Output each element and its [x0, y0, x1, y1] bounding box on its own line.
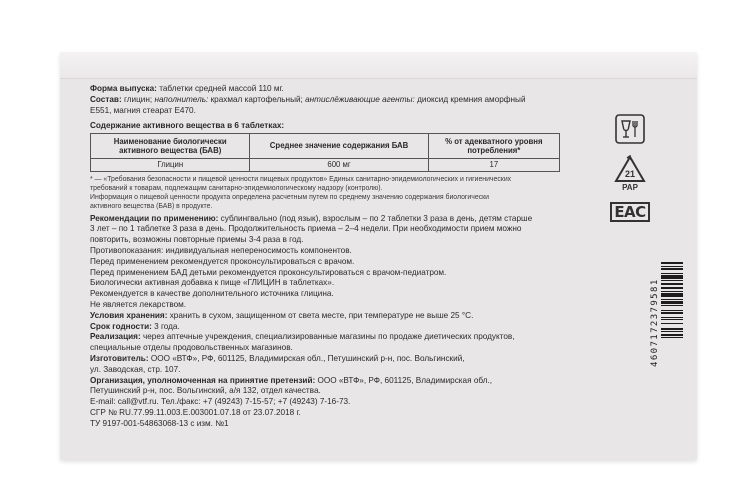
table-cell: Глицин — [91, 159, 250, 171]
manufacturer: Изготовитель: ООО «ВТФ», РФ, 601125, Владимирская обл., Петушинский р-н, пос. Вольгинский, — [90, 353, 465, 363]
label-text — [90, 84, 595, 430]
barcode — [650, 262, 684, 384]
storage: Условия хранения: хранить в сухом, защищенном от света месте, при температуре не выше 25 °С. — [90, 310, 474, 320]
manufacturer-line2: ул. Заводская, стр. 107. — [90, 364, 181, 374]
note-item: Не является лекарством. — [90, 299, 187, 309]
recycle-icon — [610, 154, 650, 192]
release-form: Форма выпуска: таблетки средней массой 110 мг. — [90, 84, 284, 93]
glass-fork-icon — [610, 114, 650, 144]
note-item: Рекомендуется в качестве дополнительного источника глицина. — [90, 289, 334, 299]
recommendations: Рекомендации по применению: сублингвально (под язык), взрослым – по 2 таблетки 3 раза в день, детям старше — [90, 213, 533, 223]
barcode-bars — [661, 262, 683, 384]
table-header: % от адекватного уровня потребления* — [428, 134, 559, 159]
shelf-life: Срок годности: 3 года. — [90, 321, 180, 331]
note-item: Биологически активная добавка к пище «ГЛИЦИН в таблетках». — [90, 278, 335, 288]
certificate: СГР № RU.77.99.11.003.Е.003001.07.18 от 23.07.2018 г. — [90, 407, 301, 417]
table-title: Содержание активного вещества в 6 таблетках: — [90, 121, 285, 131]
footnote-1: * — «Требования безопасности и пищевой ценности пищевых продуктов» Единых санитарно-эпидемиологических и гигиенических — [90, 175, 512, 183]
eac-mark: ЕАС — [610, 202, 649, 222]
composition: Состав: глицин; наполнитель: крахмал картофельный; антислёживающие агенты: диоксид кремния аморфный — [90, 94, 526, 104]
sale: Реализация: через аптечные учреждения, специализированные магазины по продаже диетических продуктов, — [90, 332, 515, 342]
nutrition-table — [90, 133, 560, 171]
note-item: Противопоказания: индивидуальная непереносимость компонентов. — [90, 245, 352, 255]
recommendations-line2: 3 лет – по 1 таблетке 3 раза в день. Продолжительность приема – 2–4 недели. При необходимости прием можно — [90, 224, 522, 234]
note-item: Перед применением рекомендуется проконсультироваться с врачом. — [90, 256, 355, 266]
recycle-number: 21 — [624, 169, 636, 179]
eac-icon — [610, 202, 650, 222]
table-cell: 17 — [428, 159, 559, 171]
marking-icons — [610, 114, 650, 232]
barcode-gap — [661, 338, 683, 340]
table-header: Среднее значение содержания БАВ — [250, 134, 428, 159]
sale-line2: специальные отделы продовольственных магазинов. — [90, 343, 293, 353]
composition-line2: Е551, магния стеарат Е470. — [90, 105, 196, 115]
claims: Организация, уполномоченная на принятие претензий: ООО «ВТФ», РФ, 601125, Владимирская обл., — [90, 375, 493, 385]
recycle-label: PAP — [622, 183, 638, 192]
recommendations-line3: повторить, возможны повторные приемы 3-4 раза в год. — [90, 235, 304, 245]
barcode-digits: 4607172379581 — [650, 278, 660, 368]
footnote-3: Информация о пищевой ценности продукта определена расчетным путем по среднему значению содержания биологически — [90, 193, 490, 201]
table-row — [91, 159, 560, 171]
table-header: Наименование биологически активного вещества (БАВ) — [91, 134, 250, 159]
claims-line3: E-mail: call@vtf.ru. Тел./факс: +7 (49243) 7-15-57; +7 (49243) 7-16-73. — [90, 397, 351, 407]
tu: ТУ 9197-001-54863068-13 с изм. №1 — [90, 418, 229, 428]
claims-line2: Петушинский р-н, пос. Вольгинский, а/я 132, отдел качества. — [90, 386, 321, 396]
footnote-4: активного вещества (БАВ) в продукте. — [90, 202, 213, 210]
table-cell: 600 мг — [250, 159, 428, 171]
note-item: Перед применением БАД детьми рекомендуется проконсультироваться с врачом-педиатром. — [90, 267, 447, 277]
package-top-flap — [60, 52, 697, 79]
footnote-2: требований к товарам, подлежащим санитарно-эпидемиологическому надзору (контролю). — [90, 184, 383, 192]
